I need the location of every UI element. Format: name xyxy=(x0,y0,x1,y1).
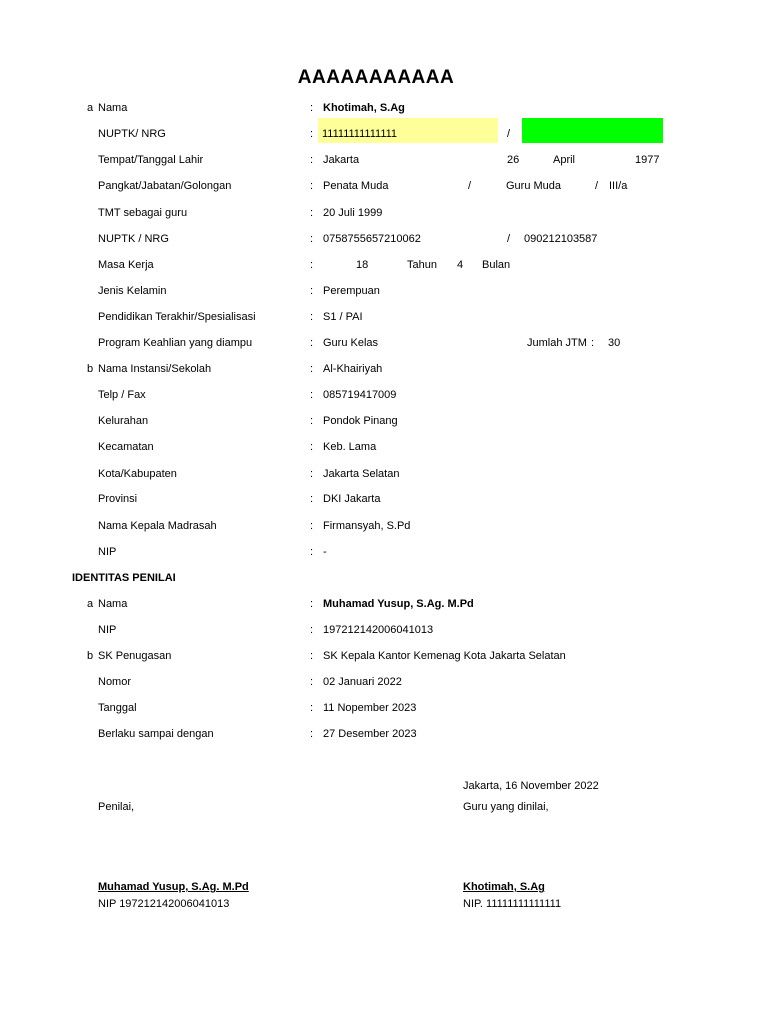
value-instansi: Al-Khairiyah xyxy=(323,363,383,375)
colon: : xyxy=(310,493,314,505)
label-nama: Nama xyxy=(98,102,128,114)
label-masa-kerja: Masa Kerja xyxy=(98,259,154,271)
colon: : xyxy=(310,650,314,662)
colon: : xyxy=(310,233,314,245)
document-title: AAAAAAAAAAA xyxy=(297,67,455,88)
value-provinsi: DKI Jakarta xyxy=(323,493,381,505)
colon: : xyxy=(310,520,314,532)
value-birth-day: 26 xyxy=(507,154,520,166)
section-heading-penilai: IDENTITAS PENILAI xyxy=(72,572,176,584)
colon: : xyxy=(310,102,314,114)
value-pendidikan: S1 / PAI xyxy=(323,311,363,323)
place-date: Jakarta, 16 November 2022 xyxy=(463,780,599,792)
colon: : xyxy=(310,624,314,636)
separator-slash: / xyxy=(507,233,511,245)
teacher-signature-nip: NIP. 11111111111111 xyxy=(463,898,562,910)
label-provinsi: Provinsi xyxy=(98,493,138,505)
value-jabatan: Guru Muda xyxy=(506,180,562,192)
label-tmt: TMT sebagai guru xyxy=(98,207,188,219)
label-nip: NIP xyxy=(98,546,117,558)
colon: : xyxy=(310,676,314,688)
value-birth-month: April xyxy=(553,154,576,166)
label-tanggal: Tanggal xyxy=(98,702,137,714)
separator-slash: / xyxy=(595,180,599,192)
colon: : xyxy=(591,337,595,349)
value-nip: - xyxy=(323,546,327,558)
label-kelurahan: Kelurahan xyxy=(98,415,149,427)
label-nuptk-nrg-2: NUPTK / NRG xyxy=(98,233,169,245)
teacher-role: Guru yang dinilai, xyxy=(463,801,549,813)
assessor-signature-nip: NIP 197212142006041013 xyxy=(98,898,230,910)
value-penilai-nama: Muhamad Yusup, S.Ag. M.Pd xyxy=(323,598,474,610)
value-golongan: III/a xyxy=(609,180,628,192)
label-berlaku: Berlaku sampai dengan xyxy=(98,728,214,740)
value-nuptk: 11111111111111 xyxy=(322,128,398,140)
value-program: Guru Kelas xyxy=(323,337,379,349)
value-birthplace: Jakarta xyxy=(323,154,360,166)
colon: : xyxy=(310,337,314,349)
colon: : xyxy=(310,441,314,453)
colon: : xyxy=(310,728,314,740)
colon: : xyxy=(310,546,314,558)
colon: : xyxy=(310,415,314,427)
value-tanggal: 11 Nopember 2023 xyxy=(323,702,417,714)
teacher-signature-name: Khotimah, S.Ag xyxy=(463,881,545,893)
colon: : xyxy=(310,363,314,375)
value-kelurahan: Pondok Pinang xyxy=(323,415,398,427)
colon: : xyxy=(310,285,314,297)
label-penilai-nip: NIP xyxy=(98,624,117,636)
value-pangkat: Penata Muda xyxy=(323,180,389,192)
value-sk: SK Kepala Kantor Kemenag Kota Jakarta Selatan xyxy=(323,650,566,662)
value-nrg-2: 090212103587 xyxy=(524,233,598,245)
value-jenis-kelamin: Perempuan xyxy=(323,285,380,297)
value-nomor: 02 Januari 2022 xyxy=(323,676,402,688)
separator-slash: / xyxy=(507,128,511,140)
label-jtm: Jumlah JTM xyxy=(527,337,587,349)
highlight-green-cell xyxy=(522,118,663,143)
assessor-signature-name: Muhamad Yusup, S.Ag. M.Pd xyxy=(98,881,249,893)
value-berlaku: 27 Desember 2023 xyxy=(323,728,417,740)
label-kepala: Nama Kepala Madrasah xyxy=(98,520,217,532)
value-months-unit: Bulan xyxy=(482,259,511,271)
label-instansi: Nama Instansi/Sekolah xyxy=(98,363,212,375)
label-penilai-nama: Nama xyxy=(98,598,128,610)
marker-a: a xyxy=(87,102,94,114)
colon: : xyxy=(310,702,314,714)
value-kota: Jakarta Selatan xyxy=(323,468,400,480)
colon: : xyxy=(310,598,314,610)
value-kecamatan: Keb. Lama xyxy=(323,441,377,453)
colon: : xyxy=(310,311,314,323)
colon: : xyxy=(310,128,314,140)
colon: : xyxy=(310,154,314,166)
label-telp: Telp / Fax xyxy=(98,389,146,401)
label-program: Program Keahlian yang diampu xyxy=(98,337,253,349)
value-penilai-nip: 197212142006041013 xyxy=(323,624,434,636)
value-years: 18 xyxy=(356,259,369,271)
value-telp: 085719417009 xyxy=(323,389,397,401)
label-sk: SK Penugasan xyxy=(98,650,172,662)
colon: : xyxy=(310,468,314,480)
value-nama: Khotimah, S.Ag xyxy=(323,102,405,114)
colon: : xyxy=(310,389,314,401)
separator-slash: / xyxy=(468,180,472,192)
label-pendidikan: Pendidikan Terakhir/Spesialisasi xyxy=(98,311,256,323)
value-tmt: 20 Juli 1999 xyxy=(323,207,383,219)
marker-b: b xyxy=(87,363,94,375)
marker-a: a xyxy=(87,598,94,610)
label-nomor: Nomor xyxy=(98,676,132,688)
colon: : xyxy=(310,180,314,192)
value-nuptk-2: 0758755657210062 xyxy=(323,233,421,245)
label-kecamatan: Kecamatan xyxy=(98,441,154,453)
colon: : xyxy=(310,207,314,219)
label-pangkat: Pangkat/Jabatan/Golongan xyxy=(98,180,232,192)
value-kepala: Firmansyah, S.Pd xyxy=(323,520,411,532)
label-ttl: Tempat/Tanggal Lahir xyxy=(98,154,204,166)
value-years-unit: Tahun xyxy=(407,259,437,271)
marker-b: b xyxy=(87,650,94,662)
value-jtm: 30 xyxy=(608,337,621,349)
label-jenis-kelamin: Jenis Kelamin xyxy=(98,285,167,297)
colon: : xyxy=(310,259,314,271)
assessor-role: Penilai, xyxy=(98,801,135,813)
value-birth-year: 1977 xyxy=(635,154,660,166)
value-months: 4 xyxy=(457,259,464,271)
label-nuptk-nrg: NUPTK/ NRG xyxy=(98,128,166,140)
label-kota: Kota/Kabupaten xyxy=(98,468,177,480)
